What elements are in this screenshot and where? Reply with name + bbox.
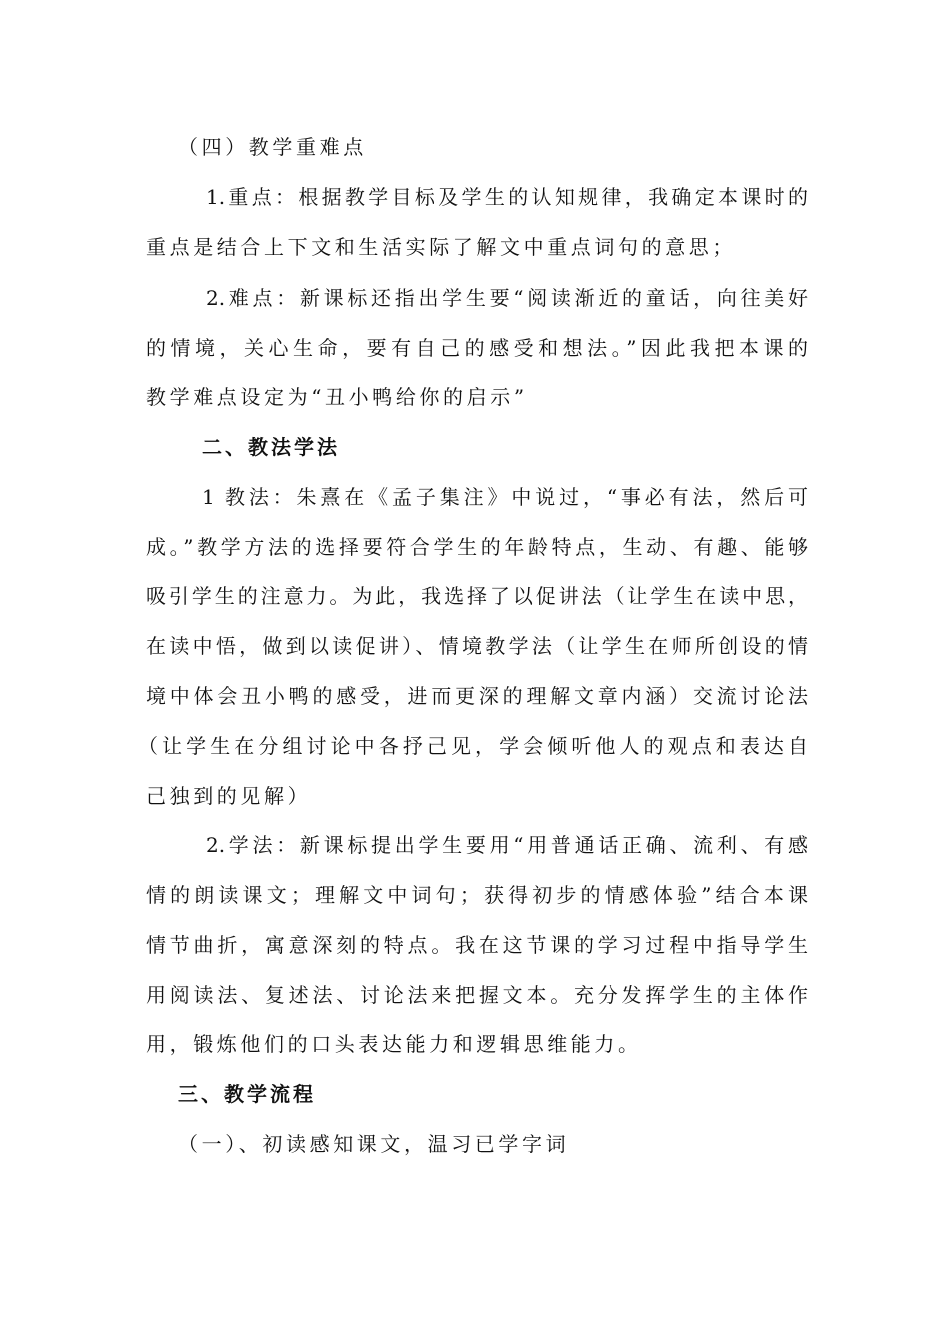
paragraph-line: 吸引学生的注意力。为此，我选择了以促讲法（让学生在读中思，: [146, 584, 808, 608]
subsection-heading: （一）、初读感知课文，温习已学字词: [178, 1132, 570, 1156]
section-heading-teaching-process: 三、教学流程: [178, 1082, 316, 1106]
paragraph-line: 用阅读法、复述法、讨论法来把握文本。充分发挥学生的主体作: [146, 983, 808, 1007]
paragraph-line: （让学生在分组讨论中各抒己见，学会倾听他人的观点和表达自: [138, 734, 808, 758]
paragraph-line: 1.重点：根据教学目标及学生的认知规律，我确定本课时的: [206, 185, 808, 209]
paragraph-line: 用，锻炼他们的口头表达能力和逻辑思维能力。: [146, 1032, 642, 1056]
paragraph-line: 境中体会丑小鸭的感受，进而更深的理解文章内涵）交流讨论法: [146, 684, 808, 708]
paragraph-line: 重点是结合上下文和生活实际了解文中重点词句的意思；: [146, 235, 736, 259]
paragraph-line: 1 教法：朱熹在《孟子集注》中说过，“事必有法，然后可: [202, 485, 808, 509]
section-heading-key-difficult-points: （四）教学重难点: [178, 135, 367, 159]
paragraph-line: 成。”教学方法的选择要符合学生的年龄特点，生动、有趣、能够: [146, 535, 808, 559]
paragraph-line: 己独到的见解）: [146, 784, 312, 808]
paragraph-line: 2.学法：新课标提出学生要用“用普通话正确、流利、有感: [206, 833, 808, 857]
paragraph-line: 情节曲折，寓意深刻的特点。我在这节课的学习过程中指导学生: [146, 933, 808, 957]
paragraph-line: 的情境，关心生命，要有自己的感受和想法。”因此我把本课的: [146, 336, 808, 360]
section-heading-teaching-methods: 二、教法学法: [202, 435, 340, 459]
paragraph-line: 2.难点：新课标还指出学生要“阅读渐近的童话，向往美好: [206, 286, 808, 310]
paragraph-line: 教学难点设定为“丑小鸭给你的启示”: [146, 385, 528, 409]
paragraph-line: 情的朗读课文；理解文中词句；获得初步的情感体验”结合本课: [146, 883, 808, 907]
paragraph-line: 在读中悟，做到以读促讲）、情境教学法（让学生在师所创设的情: [146, 634, 808, 658]
